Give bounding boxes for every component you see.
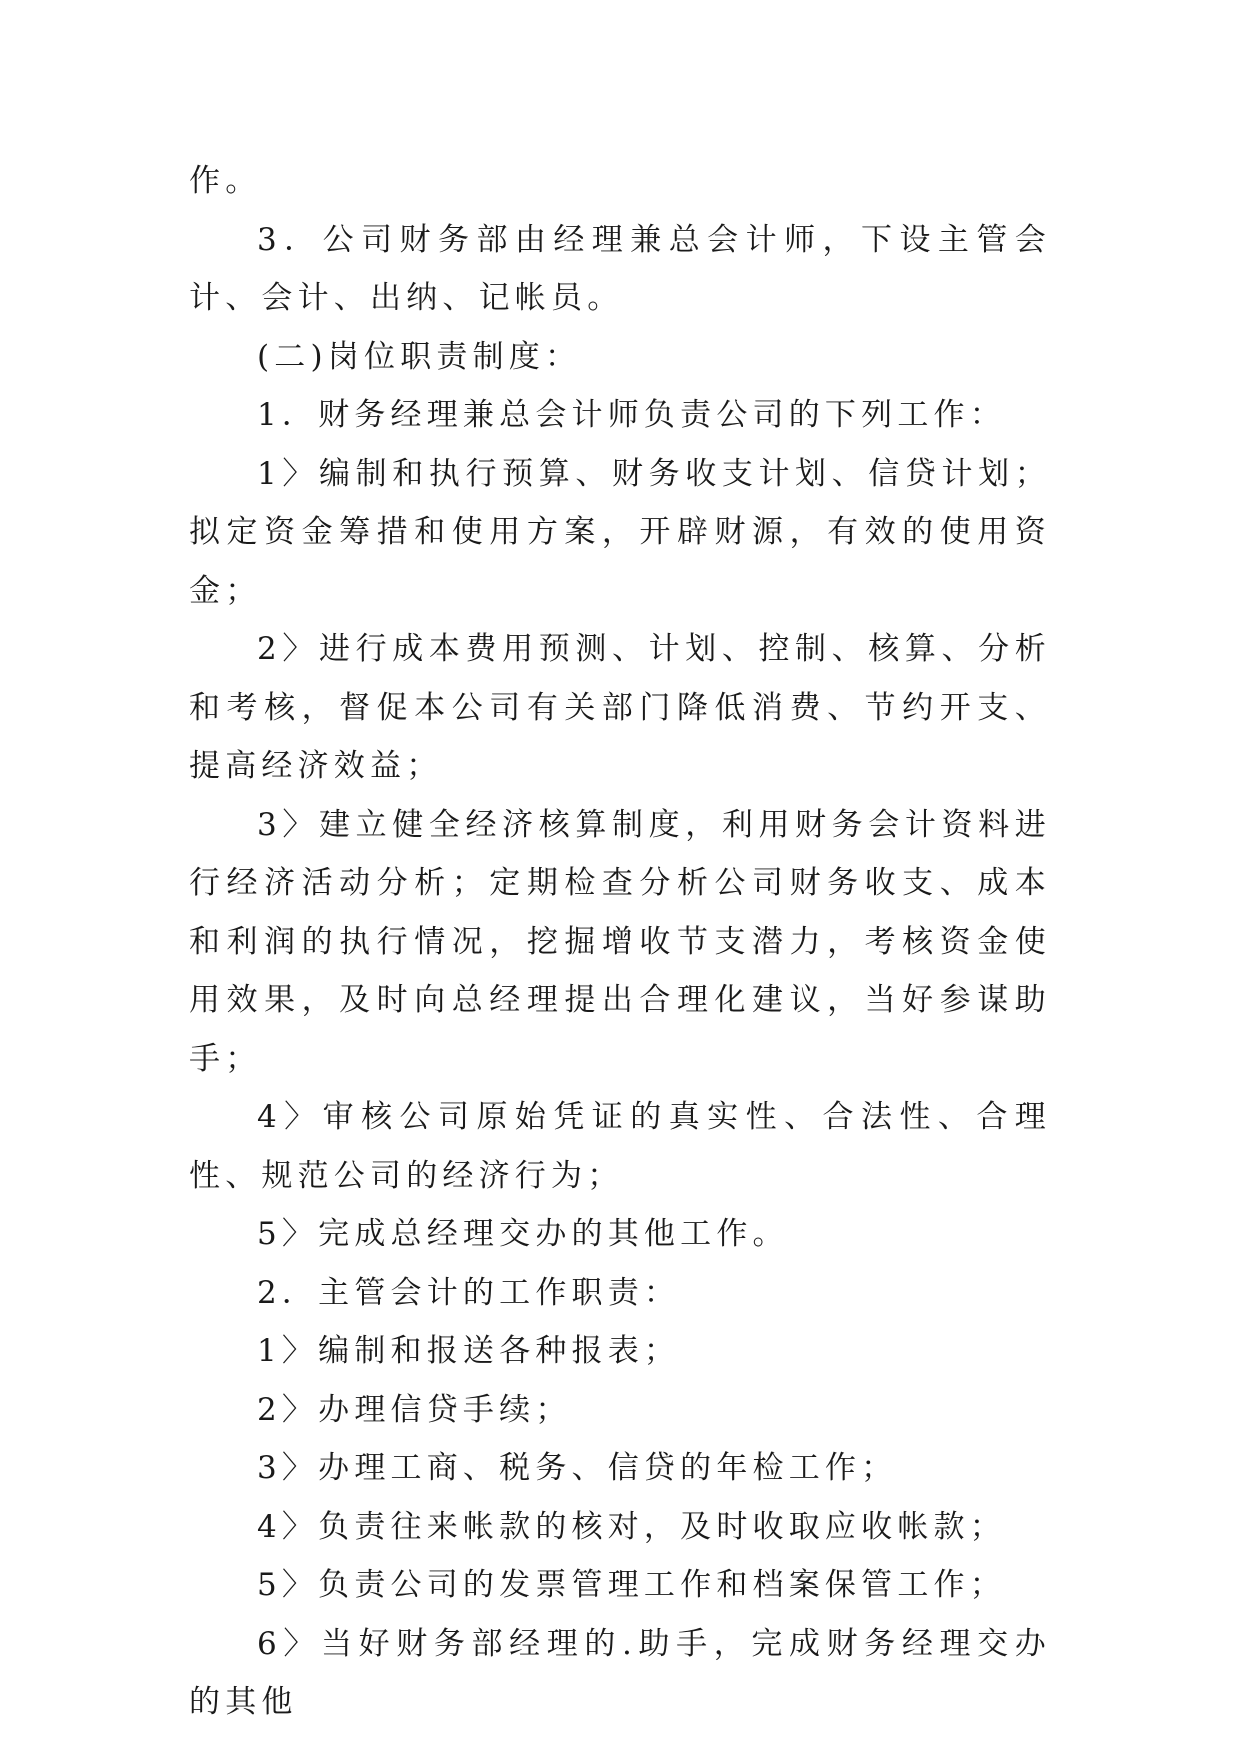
paragraph-accountant-duty-3: 3〉办理工商、税务、信贷的年检工作；	[257, 1450, 898, 1486]
paragraph-duty-3: 3〉建立健全经济核算制度，利用财务会计资料进行经济活动分析；定期检查分析公司财务收支、成本和利润的执行情况，挖掘增收节支潜力，考核资金使用效果，及时向总经理提出合理化建议，当好参谋助手；	[189, 806, 1051, 1077]
paragraph-accountant-duty-2: 2〉办理信贷手续；	[257, 1391, 572, 1428]
paragraph-duty-5: 5〉完成总经理交办的其他工作。	[257, 1216, 789, 1252]
paragraph-accountant-duty-4: 4〉负责往来帐款的核对，及时收取应收帐款；	[257, 1508, 1006, 1545]
document-body	[189, 152, 1051, 1732]
paragraph-accountant-duty-6: 6〉当好财务部经理的.助手，完成财务经理交办的其他	[189, 1625, 1051, 1720]
subheading-chief-accountant: 2．主管会计的工作职责：	[257, 1274, 681, 1311]
section-heading-job-duties: (二)岗位职责制度：	[257, 338, 582, 375]
paragraph-duty-4: 4〉审核公司原始凭证的真实性、合法性、合理性、规范公司的经济行为；	[189, 1099, 1051, 1194]
paragraph-item-3: 3．公司财务部由经理兼总会计师，下设主管会计、会计、出纳、记帐员。	[189, 221, 1051, 316]
paragraph-accountant-duty-5: 5〉负责公司的发票管理工作和档案保管工作；	[257, 1567, 1006, 1603]
paragraph-continuation: 作。	[189, 163, 262, 199]
paragraph-accountant-duty-1: 1〉编制和报送各种报表；	[257, 1333, 681, 1369]
paragraph-duty-1: 1〉编制和执行预算、财务收支计划、信贷计划；拟定资金筹措和使用方案，开辟财源，有效的使用资金；	[189, 455, 1051, 609]
paragraph-duty-2: 2〉进行成本费用预测、计划、控制、核算、分析和考核，督促本公司有关部门降低消费、节约开支、提高经济效益；	[189, 631, 1051, 784]
subheading-finance-manager: 1．财务经理兼总会计师负责公司的下列工作：	[257, 397, 1006, 433]
